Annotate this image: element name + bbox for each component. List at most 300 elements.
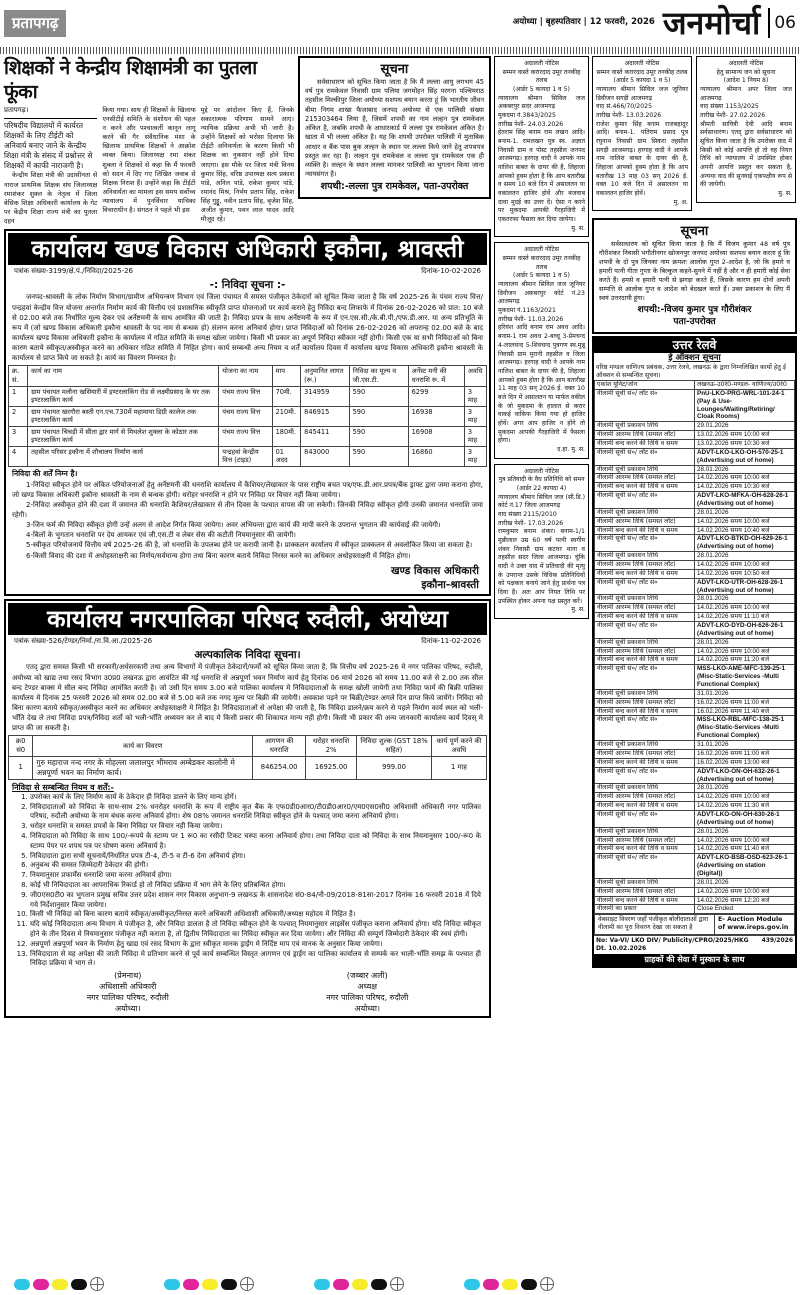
table-cell: 16938 xyxy=(408,406,464,426)
field-label: नीलामी सूची प्रकाशन तिथि xyxy=(595,422,695,431)
field-value-lot: ADVT-LKO-BTKD-OH-629-26-1 (Advertising out of home) xyxy=(695,535,795,552)
website-value[interactable]: E- Auction Module of www.ireps.gov.in xyxy=(715,915,795,934)
unit-value: लखनऊ-उ0रे0-मण्डल- वाणिज्य/उ0रे0 xyxy=(695,380,795,389)
table-cell: 1 माह xyxy=(431,757,486,780)
field-label: नीलामी सूची प्रकाशन तिथि xyxy=(595,552,695,561)
auction-row xyxy=(595,622,795,639)
table-row xyxy=(9,446,487,466)
rule-item: 7. नियमानुसार प्रफार्मेंस धनराशि जमा करना अनिवार्य होगा। xyxy=(30,871,481,881)
field-label: नीलामी बन्द करने की तिथि व समय xyxy=(595,483,695,492)
auction-row xyxy=(595,578,795,595)
field-label: नीलामी का प्रकार xyxy=(595,905,695,914)
auction-row xyxy=(595,431,795,440)
auction-row xyxy=(595,707,795,716)
auction-row xyxy=(595,448,795,465)
field-value-pub: 28.01.2026 xyxy=(695,465,795,474)
notice-subtitle: -: निविदा सूचना :- xyxy=(209,278,286,291)
table-cell: 590 xyxy=(349,446,408,466)
notice-signature: शपथी:-विजय कुमार पुत्र गौरीशंकर xyxy=(637,305,752,316)
auction-row xyxy=(595,526,795,535)
signature-line: अयोध्या। xyxy=(354,1003,381,1013)
field-value-end: 14.02.2026 समय 12:20 बजे xyxy=(695,896,795,905)
newspaper-logo: जनमोर्चा xyxy=(662,4,761,42)
auction-row xyxy=(595,767,795,784)
field-value-start: 14.02.2026 समय 10:00 बजे xyxy=(695,474,795,483)
railway-slogan: ग्राहकों की सेवा में मुस्कान के साथ xyxy=(594,954,795,966)
auction-row xyxy=(595,827,795,836)
field-label: नीलामी बन्द करने की तिथि व समय xyxy=(595,758,695,767)
table-row xyxy=(9,406,487,426)
auction-row xyxy=(595,905,795,914)
field-label: नीलामी सूची सं०/ लॉट सं० xyxy=(595,665,695,690)
field-label: नीलामी सूची सं०/ लॉट सं० xyxy=(595,854,695,879)
signature-line: अधिशासी अधिकारी xyxy=(99,981,157,991)
signature-line: नगर पालिका परिषद, रुदौली xyxy=(326,992,409,1002)
table-cell: 590 xyxy=(349,386,408,406)
auction-row xyxy=(595,878,795,887)
court-name: न्यायालय श्रीमान अपर जिला जज आजमगढ़ xyxy=(700,86,792,102)
court-notices-column xyxy=(696,56,796,216)
field-label: नीलामी सूची प्रकाशन तिथि xyxy=(595,465,695,474)
auction-row xyxy=(595,535,795,552)
table-cell: ग्राम पंचायत खरगौरा बस्ती एन.एच.730में महामाया डिग्री कालेज तक इण्टरलाकिंग कार्य xyxy=(28,406,219,426)
table-cell: गुरु महाराज नन्द नगर के मोहल्ला जलालपुर भीमराव अम्बेडकर कालोनी मे अन्नपूर्णा भवन का निर्माण कार्य। xyxy=(33,757,253,780)
railway-e-auction-notice xyxy=(592,336,797,969)
auction-row xyxy=(595,836,795,845)
notice-signature: शपथी:-लल्ला पुत्र रामकेवल, पता-उपरोक्त xyxy=(320,181,469,193)
notice-date: दिनांक-10-02-2026 xyxy=(421,266,481,275)
rule-item: 4. निविदादाता को निविदा के साथ 100/-रूपये के स्टाम्प पर 1 रू0 का रसीदी टिकट चस्पा करना अनिवार्य होगा। तथा निविदा दाता को निविदा के साथ नियमानुसार 100/-रू0 के स्टाम्प पेपर पर शपथ पत्र पर घोषण करना अनिवार्य है। xyxy=(30,832,481,852)
field-value-start: 14.02.2026 समय 10:00 बजे xyxy=(695,517,795,526)
notice-body: रामकुमार बनाम शंकर। बनाम-1/1 मुन्नीलाल उम्र 60 वर्ष पत्नी स्वर्गीय शंकर निवासी ग्राम कटघर थाना व तहसील सदर जिला आजमगढ़। चूंकि वादी ने उक्त वाद में प्रतिवादी की मृत्यु के उपरान्त उसके विधिक प्रतिनिधियों को पक्षकार बनाये जाने हेतु प्रार्थना पत्र दिया है। अतः आप नियत तिथि पर उपस्थित होकर अपना पक्ष प्रस्तुत करें। xyxy=(498,528,585,605)
auction-row xyxy=(595,389,795,421)
story-col-3: मुद्दे पर आंदोलन किए हैं, जिनके सकारात्मक परिणाम सामने आए। न्यायिक प्रक्रिया अभी भी जारी है। उन्होंने शिक्षकों को भरोसा दिलाया कि टीईटी अनिवार्यता के कारण किसी भी शिक्षक का नुकसान नहीं होने दिया जाएगा। इस मौके पर जिला मंत्री विनय कुमार सिंह, वरिष्ठ उपाध्यक्ष सत्य प्रकाश पांडे, अनिल पांडे, राकेश कुमार पांडे, रमानंद मिश्र, निर्भय प्रताप सिंह, राकेश सिंह गुड्डू, नवीन प्रताप सिंह, बृजेश सिंह, अजीत कुमार, पवन लाल यादव आदि मौजूद रहे। xyxy=(200,106,294,224)
auction-row xyxy=(595,604,795,613)
signatory-title: खण्ड विकास अधिकारी xyxy=(391,564,479,577)
notice-address: पता-उपरोक्त xyxy=(673,316,716,327)
signature-line: अध्यक्ष xyxy=(357,981,377,991)
field-label: नीलामी सूची सं०/ लॉट सं० xyxy=(595,767,695,784)
notice-signature: द.हा. मु. स. xyxy=(557,445,585,453)
table-cell: तहसील परिसर इकौना में शौचालय निर्माण कार्य xyxy=(28,446,219,466)
table-cell: 3 माह xyxy=(464,446,486,466)
works-table xyxy=(8,735,487,779)
notice-signature: मु. स. xyxy=(571,224,585,232)
column-header: माप xyxy=(272,366,301,386)
rule-item: 5. निविदादाता द्वारा सभी सूचनायें/निर्धारित प्रपत्र टी-4, टी-5 व टी-6 देना अनिवार्य होगा। xyxy=(30,852,481,862)
field-value-pub: 28.01.2026 xyxy=(695,827,795,836)
field-label: नीलामी आरम्भ तिथि (समस्त लॉट) xyxy=(595,561,695,570)
field-label: नीलामी सूची प्रकाशन तिथि xyxy=(595,784,695,793)
table-cell: 16860 xyxy=(408,446,464,466)
field-label: नीलामी आरम्भ तिथि (समस्त लॉट) xyxy=(595,647,695,656)
field-value-lot: ADVT-LKO-BSB-OSD-623-26-1 (Advertising on station (Digital)) xyxy=(695,854,795,879)
auction-row xyxy=(595,561,795,570)
table-cell: 590 xyxy=(349,426,408,446)
story-lead: परिषदीय विद्यालयों में कार्यरत शिक्षकों के लिए टीईटी को अनिवार्य बनाए जाने के केन्द्रीय शिक्षा मंत्री के संसद में प्रश्नोत्तर से शिक्षकों में काफी नाराजगी है। xyxy=(4,120,93,171)
table-cell: 3 माह xyxy=(464,426,486,446)
auction-table xyxy=(594,380,795,914)
field-value-end: 14.02.2026 समय 11:40 बजे xyxy=(695,845,795,854)
term-item: 1-निविदा स्वीकृत होने पर अंकित परियोजनाओं हेतु अर्नेष्टमनी की धनराशि कार्यालय में कैशियर/लेखाकार के पास राष्ट्रीय बचत पत्र/एफ.डी.आर.प्रपत्र/बैंक ड्राफ्ट द्वारा जमा कराना होगा, जो खण्ड विकास अधिकारी इकौना श्रावस्ती के नाम से बन्धक होगी। धरोहर धनराशि न होने पर निविदा पर विचार नहीं किया जायेगा। xyxy=(12,480,483,499)
auction-row xyxy=(595,698,795,707)
signature-line: अयोध्या। xyxy=(114,1003,141,1013)
table-cell: पंचम राज्य वित्त xyxy=(219,406,272,426)
field-label: नीलामी आरम्भ तिथि (समस्त लॉट) xyxy=(595,749,695,758)
term-item: 6-किसी विवाद की दशा में अधोहस्ताक्षरी का निर्णय/सर्वमान्य होगा तथा बिना कारण बताये निविदा निरस्त करने का अधिकार अधोहस्ताक्षरी में निहित होगा। xyxy=(26,551,411,560)
order-reference: (आर्डर 5 कायदा 1 व 5) xyxy=(613,77,671,85)
auction-row xyxy=(595,845,795,854)
field-value-lot: MSS-LKO-RBL-MFC-138-25-1 (Misc-Static-Services -Multi Functional Complex) xyxy=(695,716,795,741)
field-label: नीलामी सूची सं०/ लॉट सं० xyxy=(595,492,695,509)
notice-subheading: सम्मन वास्ते करारदाद उमूर तनकीह तलब xyxy=(502,68,581,85)
case-number: मुकदमा नं.3843/2025 xyxy=(498,112,556,120)
rule-item: 11. यदि कोई निविदादाता अन्य विभाग मे पंजीकृत है, और निविदा डालता है तो निविदा स्वीकृत होने के पश्चात् नियमानुसार लाइसेंस पंजीकृत कराना अनिवार्य होगा। यदि निविदा स्वीकृत होने के तीन दिवस मे नियमानुसार पंजीकृत नही कराता है, तो द्वितीय निविदादाता का निविदा स्वीकृत कर दिया जायेगा। और निविदा की सम्पूर्ण जिम्मेदारी ठेकेदार की स्वयं होगी। xyxy=(30,920,481,940)
masthead-right xyxy=(513,3,796,43)
field-value-start: 16.02.2026 समय 11:00 बजे xyxy=(695,698,795,707)
column-header: अर्नेस्ट मनी की धनराशि रू. में xyxy=(408,366,464,386)
field-value-pub: 28.01.2026 xyxy=(695,878,795,887)
field-label: नीलामी बन्द करने की तिथि व समय xyxy=(595,896,695,905)
notice-signature: मु. स. xyxy=(571,606,585,614)
story-text: केन्द्रीय शिक्षा मंत्री की उदासीनता से नाराज प्राथमिक शिक्षक संघ जिलाध्यक्ष रमाशंकर शुक्ल के नेतृत्व में जिला बेसिक शिक्षा अधिकारी कार्यालय के गेट पर केंद्रीय शिक्षा राज्य मंत्री का पुतला दहन xyxy=(4,171,98,225)
auction-row xyxy=(595,638,795,647)
table-cell: 210मी. xyxy=(272,406,301,426)
field-label: नीलामी आरम्भ तिथि (समस्त लॉट) xyxy=(595,431,695,440)
signature-line: (प्रेमनाथ) xyxy=(114,971,142,981)
table-cell: 3 माह xyxy=(464,386,486,406)
public-notice-box xyxy=(592,218,797,333)
table-cell: पंचम राज्य वित्त xyxy=(219,386,272,406)
field-label: नीलामी सूची सं०/ लॉट सं० xyxy=(595,535,695,552)
field-value-start: 14.02.2026 समय 10:00 बजे xyxy=(695,647,795,656)
field-label: नीलामी आरम्भ तिथि (समस्त लॉट) xyxy=(595,836,695,845)
field-label: नीलामी सूची सं०/ लॉट सं० xyxy=(595,622,695,639)
case-number: मुकदमा नं.1163/2021 xyxy=(498,307,556,315)
field-label: नीलामी सूची प्रकाशन तिथि xyxy=(595,827,695,836)
auction-row xyxy=(595,613,795,622)
rule-item: 10. किसी भी निविदा को बिना कारण बताये स्वीकृत/अस्वीकृत/निरस्त करने अधिकारी अधिशासी अधिकारी/अध्यक्ष महोदय में निहित है। xyxy=(30,910,481,920)
registration-marks xyxy=(0,1274,800,1294)
field-value-start: 14.02.2026 समय 10:00 बजे xyxy=(695,793,795,802)
term-item: 4-बिलों के भुगतान धनराशि पर देय आयकर एवं जी.एस.टी व लेबर सेस की कटौती नियमानुसार की जायेगी। xyxy=(26,531,296,540)
auction-row xyxy=(595,569,795,578)
field-value-end: 14.02.2026 समय 11:10 बजे xyxy=(695,613,795,622)
field-label: नीलामी सूची प्रकाशन तिथि xyxy=(595,595,695,604)
notice-subheading: सम्मन वास्ते करारदाद उमूर तनकीह तलब xyxy=(502,255,581,271)
auction-row xyxy=(595,793,795,802)
auction-row xyxy=(595,758,795,767)
field-label: नीलामी बन्द करने की तिथि व समय xyxy=(595,569,695,578)
notice-signature: मु. अ. xyxy=(673,198,688,206)
signature-executive-officer xyxy=(87,971,169,1014)
table-cell: 846915 xyxy=(301,406,349,426)
notice-subheading: हेतु सामान्य जन को सूचना xyxy=(716,68,776,76)
notice-body: श्रीमती सावित्री देवी आदि बनाम सर्वसाधारण। एतद् द्वारा सर्वसाधारण को सूचित किया जाता है कि उपरोक्त वाद में किसी को कोई आपत्ति हो तो वह नियत तिथि को न्यायालय में उपस्थित होकर अपनी आपत्ति प्रस्तुत कर सकता है, अन्यथा वाद की सुनवाई एकपक्षीय रूप से की जायेगी। xyxy=(700,120,792,189)
order-reference: (आर्डर 22 कायदा 4) xyxy=(516,484,567,492)
field-value-end: 14.02.2026 समय 11:30 बजे xyxy=(695,802,795,811)
notice-heading: कार्यालय नगरपालिका परिषद रुदौली, अयोध्या xyxy=(8,603,487,635)
table-cell: 4 xyxy=(9,446,28,466)
auction-row xyxy=(595,552,795,561)
field-value-end: 16.02.2026 समय 11:40 बजे xyxy=(695,707,795,716)
hearing-date: तारीख पेशी- 17.03.2026 xyxy=(498,519,564,527)
auction-row xyxy=(595,492,795,509)
dateline: अयोध्या | बृहस्पतिवार | 12 फरवरी, 2026 xyxy=(512,17,655,28)
auction-row xyxy=(595,422,795,431)
notice-date: दिनांक-11-02-2026 xyxy=(421,637,481,645)
column-header: अनुमानित लागत (रू.) xyxy=(301,366,349,386)
table-cell: पंचम राज्य वित्त xyxy=(219,426,272,446)
auction-row xyxy=(595,741,795,750)
field-value-lot: MSS-LKO-AME-MFC-139-25-1 (Misc-Static-Services -Multi Functional Complex) xyxy=(695,665,795,690)
auction-row xyxy=(595,656,795,665)
notice-title: सूचना xyxy=(380,62,409,77)
field-label: नीलामी बन्द करने की तिथि व समय xyxy=(595,802,695,811)
notice-signature: मु. स. xyxy=(778,190,792,198)
table-cell: 3 xyxy=(9,426,28,446)
notice-subheading: सम्मन वास्ते करारदाद उमूर तनकीह तलब xyxy=(596,68,688,76)
auction-row xyxy=(595,517,795,526)
table-cell: 6299 xyxy=(408,386,464,406)
field-value-start: 14.02.2026 समय 10:00 बजे xyxy=(695,836,795,845)
notice-heading: अदालती नोटिस xyxy=(728,60,764,67)
notice-heading: कार्यालय खण्ड विकास अधिकारी इकौना, श्रावस्ती xyxy=(8,233,487,265)
field-value-lot: ADVT-LKO-LKO-OH-570-25-1 (Advertising out of home) xyxy=(695,448,795,465)
railway-title: उत्तर रेलवे xyxy=(594,338,795,353)
reference-number: पत्रांक संख्या-526/टेण्डर/निर्मा./रा.वि.आ./2025-26 xyxy=(14,637,153,645)
auction-row xyxy=(595,810,795,827)
field-value-pub: 28.01.2026 xyxy=(695,552,795,561)
auction-row xyxy=(595,802,795,811)
rule-item: 8. कोई भी निविदादाता का आपराधिक रिकार्ड हो तो निविदा प्रक्रिया में भाग लेने के लिए प्रतिबन्धित होगा। xyxy=(30,881,481,891)
table-cell: 16908 xyxy=(408,426,464,446)
notice-body: एतद् द्वारा समस्त किसी भी सरकारी/अर्धसरकारी तथा अन्य विभागों में पंजीकृत ठेकेदारों/फर्मों को सूचित किया जाता है, कि वित्तीय वर्ष 2025-26 मे नगर पालिका परिषद, रुदौली, अयोध्या को खाद्य तथा रसद विभाग उ0प्र0 लखनऊ द्वारा आवंटित की गई धनराशि से अन्नपूर्णा भवन निर्माण कार्य हेतु दिनांक 06 मार्च 2026 को समय 11.00 बजे से 2.00 तक सील बन्द टेण्डर बाक्स मे सील बन्द निविदा आमंत्रित करती है। जो उसी दिन समय 3.00 बजे पालिका कार्यालय मे निविदादाताओं के समक्ष खोली जायेगी तथा निविदा फार्म की बिक्री पालिका कार्यालय मे दिनांक 25 फरवरी 2026 को समय 02.00 बजे से 5.00 बजे तक नगद मूल्य पर बिक्री की जायेगी। अवकाश पड़ने पर बिक्री/टेण्डर अगले दिन प्राप्त किये जायेंगे। निविदा को बिना कारण बताये स्वीकृत/अस्वीकृत करने का अधिकार अधोहस्ताक्षरी मे निहित है। निविदादाताओं से अपेक्षा की जाती है, कि निविदा डालने/क्रय करने से पहले निर्माण कार्य स्थल को भली-भाँति देख ले तथा निविदा प्रपत्र/निविदा शर्तो को भली-भाँति अध्ययन कर लें बाद मे किसी प्रकार की शिकायत मान्य नही होगी। किसी भी प्रकार की अन्य जानकारी कार्यालय कार्य दिवस् मे प्राप्त की जा सकती है। xyxy=(12,663,483,733)
field-value-end: 13.02.2026 समय 10:30 बजे xyxy=(695,439,795,448)
auction-row xyxy=(595,474,795,483)
table-cell: 3 माह xyxy=(464,406,486,426)
column-header: धरोहर धनराशि 2% xyxy=(306,736,357,757)
rule-item: 1. उपरोक्त कार्य के लिए निर्माण कार्य के ठेकेदार ही निविदा डालने के लिए मान्य होगें। xyxy=(30,793,481,803)
hearing-date: तारीख पेशी- 24.03.2026 xyxy=(498,120,564,128)
rule-item: 9. जी0एस0टी0 का भुगतान प्रमुख सचिव उत्तर प्रदेश शासन नगर विकास अनुभाग-9 लखनऊ के शासनादेश सं0-84/नौ-09/2018-81सा-2017 दिनांक 16 फरवरी 2018 में दिये गये निर्देशानुसार किया जायेगा। xyxy=(30,891,481,911)
court-name: न्यायालय श्रीमान सिविल जज (सी.डि.) कोर्ट नं.17 जिला आजमगढ़ xyxy=(498,493,585,510)
court-notices-row xyxy=(592,56,797,216)
unit-label: एकांश यूनिट/जोन xyxy=(595,380,695,389)
field-label: नीलामी बन्द करने की तिथि व समय xyxy=(595,656,695,665)
court-notice xyxy=(494,56,589,237)
term-item: 3-जिन फर्म की निविदा स्वीकृत होगी उन्हें अलग से आदेश निर्गत किया जायेगा। अवर अभियन्ता द्वारा कार्य की मापी करने के उपरान्त भुगतान की कार्यवाई की जायेगी। xyxy=(26,521,441,530)
court-notice xyxy=(696,56,796,203)
auction-row xyxy=(595,483,795,492)
table-cell: 846254.00 xyxy=(253,757,306,780)
field-label: नीलामी सूची सं०/ लॉट सं० xyxy=(595,578,695,595)
table-cell: 590 xyxy=(349,406,408,426)
public-notice-box xyxy=(298,56,491,199)
case-number: वाद सं.466/70/2025 xyxy=(596,103,653,111)
story-col-1 xyxy=(4,106,97,226)
court-notice xyxy=(494,242,589,458)
field-label: नीलामी बन्द करने की तिथि व समय xyxy=(595,845,695,854)
page-number: 06 xyxy=(768,8,796,38)
court-name: न्यायालय श्रीमान सिविल जज अकबरपुर सदर आजमगढ़ xyxy=(498,94,585,111)
auction-row xyxy=(595,749,795,758)
field-value-pub: 28.01.2026 xyxy=(695,595,795,604)
tender-notice-rudauli xyxy=(4,599,491,1018)
rule-item: 3. धरोहर धनराशि व समस्त प्रपत्रों के बिना निविदा पर विचार नही किया जायेगा। xyxy=(30,822,481,832)
table-row xyxy=(9,386,487,406)
auction-row xyxy=(595,665,795,690)
notice-body: हेतराम सिंह बनाम राम लखन आदि। बनाम-1. रामलखन पुत्र स्व. अज्ञात निवासी ग्राम व पोस्ट तहसील जनपद आजमगढ़। हरगाह वादी ने आपके नाम नालिश बाबत के दायर की है, लिहाजा आपको हुक्म होता है कि आप बतारीख व समय 10 बजे दिन में असालतन या वकालतन हाजिर होवें और बजवाब दावा मुदई का उत्तर दें। ऐसा न करने पर मुकदमा आपकी गैरहाजिरी में एकतरफा फैसला कर दिया जायेगा। xyxy=(498,129,585,224)
table-cell: पन्द्रहवां केन्द्रीय वित्त (टाइड) xyxy=(219,446,272,466)
court-name: न्यायालय श्रीमान सिविल जज जूनियर डिवीजन सगड़ी आजमगढ़ xyxy=(596,86,688,102)
table-cell: 1 xyxy=(9,757,33,780)
field-label: नीलामी बन्द करने की तिथि व समय xyxy=(595,613,695,622)
column-header: कार्य का नाम xyxy=(28,366,219,386)
field-value-lot: ADVT-LKO-MFKA-OH-628-26-1 (Advertising out of home) xyxy=(695,492,795,509)
field-value-pub: 28.01.2026 xyxy=(695,508,795,517)
signature-line: नगर पालिका परिषद, रुदौली xyxy=(86,992,169,1002)
court-name: न्यायालय श्रीमान सिविल जज जूनियर डिवीजन अकबरपुर कोर्ट नं.23 आजमगढ़ xyxy=(498,281,585,306)
news-story xyxy=(4,56,294,226)
railway-subtitle: ई ऑक्शन सूचना xyxy=(668,352,721,363)
table-cell: 1 xyxy=(9,386,28,406)
field-label: नीलामी सूची सं०/ लॉट सं० xyxy=(595,716,695,741)
field-label: नीलामी सूची प्रकाशन तिथि xyxy=(595,741,695,750)
hearing-date: तारीख पेशी- 11.03.2026 xyxy=(498,315,564,323)
field-value-end: 14.02.2026 समय 11:20 बजे xyxy=(695,656,795,665)
table-cell: 180मी. xyxy=(272,426,301,446)
table-cell: 999.00 xyxy=(357,757,432,780)
rules-heading: निविदा से सम्बन्धित नियम व शर्तें:- xyxy=(12,782,114,792)
signatory-office: इकौना-श्रावस्ती xyxy=(421,578,479,591)
column-header: अवधि xyxy=(464,366,486,386)
auction-row xyxy=(595,465,795,474)
rule-item: 6. अनुबन्ध की समस्त जिम्मेदारी ठेकेदार की होगी। xyxy=(30,861,481,871)
notice-heading: अदालती नोटिस xyxy=(524,246,559,254)
field-value-start: 14.02.2026 समय 10:00 बजे xyxy=(695,604,795,613)
field-label: नीलामी सूची प्रकाशन तिथि xyxy=(595,878,695,887)
field-value-pub: 29.01.2026 xyxy=(695,422,795,431)
terms-heading: निविदा की शर्तें निम्न है। xyxy=(12,469,78,479)
notice-heading: अदालती नोटिस xyxy=(524,60,559,67)
table-cell: 70मी. xyxy=(272,386,301,406)
field-value-lot: ADVT-LKO-ON-OH-632-26-1 (Advertising out of home) xyxy=(695,767,795,784)
field-label: नीलामी आरम्भ तिथि (समस्त लॉट) xyxy=(595,793,695,802)
table-row xyxy=(9,757,487,780)
column-header: कार्य का विवरण xyxy=(33,736,253,757)
term-item: 2-निविदा अस्वीकृत होने की दशा में जमानत की धनराशि कैशियर/लेखाकार से तीन दिवस के पश्चात वापस की जा सकेगी। जिनकी निविदा स्वीकृत होगी उनकी जमानत धनराशि जमा रहेगी। xyxy=(12,500,483,519)
table-cell: ग्राम पंचायत चिचड़ी में सीता द्वार मार्ग से मिथलेश शुक्ला के कोठार तक इण्टरलाकिंग कार्य xyxy=(28,426,219,446)
table-cell: 843000 xyxy=(301,446,349,466)
table-row xyxy=(9,426,487,446)
auction-row xyxy=(595,784,795,793)
divider xyxy=(0,47,800,54)
column-header: क्र. सं. xyxy=(9,366,28,386)
notice-heading: अदालती नोटिस xyxy=(524,467,559,475)
field-label: नीलामी सूची प्रकाशन तिथि xyxy=(595,638,695,647)
field-label: नीलामी आरम्भ तिथि (समस्त लॉट) xyxy=(595,604,695,613)
tender-notice-ikauna xyxy=(4,229,491,596)
table-cell: ग्राम पंचायत मलौना खसियारी में इण्टरलाकिंग रोड से लक्ष्मीप्रसाद के घर तक इण्टरलाकिंग कार्य xyxy=(28,386,219,406)
website-label: वेबसाइट विवरण जहाँ पंजीकृत बोलीदाताओं द्वारा नीलामी का पूरा विवरण देखा जा सकता है xyxy=(595,915,715,934)
column-header: कार्य पूर्ण करने की अवधि xyxy=(431,736,486,757)
notice-body: सर्वसाधारण को सूचित किया जाता है कि मैं लल्ला आयु लगभग 45 वर्ष पुत्र रामकेवल निवासी ग्राम पलिया जगमोहन सिंह परगना पश्चिमराठ तहसील मिल्कीपुर जिला अयोध्या सशपथ बयान करता हूं कि भारतीय जीवन बीमा निगम शाखा फैजाबाद जनपद अयोध्या से एक पालिसी संख्या 215303464 लिया है, जिसमें शपथी का नाम लल्हन पुत्र रामकेवल अंकित है, जबकि शपथी के आधारकार्ड में लल्ला पुत्र रामकेवल अंकित है। खाता में भी लल्ला अंकित है। यह कि शपथी उपरोक्त पालिसी में मुताबिक आधार व बैंक पास बुक लल्हन के स्थान पर लल्ला किये जाने हेतु शपथपत्र प्रस्तुत कर रहा है। लल्हन पुत्र रामकेवल व लल्ला पुत्र रामकेवल एक ही व्यक्ति है। लल्हन के स्थान लल्ला मानकर पालिसी का भुगतान किया जाना न्यायसंगत है। xyxy=(305,78,484,179)
field-value-lot: ADVT-LKO-DYD-OH-626-26-1 (Advertising out of home) xyxy=(695,622,795,639)
notice-title: सूचना xyxy=(680,224,709,240)
notice-heading: अदालती नोटिस xyxy=(624,60,660,67)
field-value-start: 14.02.2026 समय 10:00 बजे xyxy=(695,887,795,896)
field-value-pub: 31.01.2026 xyxy=(695,689,795,698)
story-headline: शिक्षकों ने केन्द्रीय शिक्षामंत्री का पुतला फूंका xyxy=(4,57,257,103)
table-cell: 16925.00 xyxy=(306,757,357,780)
field-value-end: 14.02.2026 समय 10:50 बजे xyxy=(695,569,795,578)
story-dateline: प्रतापगढ़। xyxy=(4,106,97,119)
court-notices-column xyxy=(592,56,692,216)
hearing-date: तारीख पेशी- 13.03.2026 xyxy=(596,112,662,120)
field-label: नीलामी आरम्भ तिथि (समस्त लॉट) xyxy=(595,887,695,896)
field-value-end: 14.02.2026 समय 10:30 बजे xyxy=(695,483,795,492)
field-label: नीलामी बन्द करने की तिथि व समय xyxy=(595,707,695,716)
railway-intro: वरिष्ठ मण्डल वाणिज्य प्रबंधक, उत्तर रेलवे, लखनऊ के द्वारा निम्नलिखित कार्यो हेतु ई ऑक्शन से सम्बन्धित सूचना। xyxy=(596,363,786,379)
auction-row xyxy=(595,896,795,905)
order-reference: (आदेश 1 नियम 8) xyxy=(723,77,769,85)
field-label: नीलामी बन्द करने की तिथि व समय xyxy=(595,526,695,535)
publicity-number: 439/2026 xyxy=(761,936,793,944)
story-columns xyxy=(4,106,294,226)
section-label: प्रतापगढ़ xyxy=(4,10,66,37)
table-cell: 01 अदद xyxy=(272,446,301,466)
reference-number: पत्रांक संख्या-3199/क्षे.पं./निविदा/2025-26 xyxy=(14,266,133,275)
field-label: नीलामी आरम्भ तिथि (समस्त लॉट) xyxy=(595,474,695,483)
notice-body: सर्वसाधारण को सूचित किया जाता है कि मैं विजय कुमार 48 वर्ष पुत्र गौरीशंकर निवासी भगौतीनगर खोजनपुर जनपद अयोध्या सशपथ बयान करता हूं कि शपथी के दो पुत्र जिनका नाम क्रमशः आलोक गुप्त 2-आदेश है, जो कि हमारे व हमारी पत्नी गीता गुप्ता के बिल्कुल कहने-सुनने में नहीं है और न ही हमारी कोई सेवा करते हैं। हमसे व हमारी पत्नी से झगड़ा करते हैं, जिसके कारण हम दोनों अपनी सम्पत्ति से आलोक गुप्त व आदेश को बेदखल करते हैं। उक्त प्रकाशन के लिए मैं स्वयं उत्तरदायी हूंगा। xyxy=(599,240,790,303)
rule-item: 12. अन्नपूर्णा अन्नपूर्णा भवन के निर्माण हेतु खाद्य एवं रसद विभाग के द्वारा स्वीकृत मानक ड्राईंग मे निर्दिष्ट माप एवं मानक के अनुसार किया जायेगा। xyxy=(30,940,481,950)
notice-body: राजेश कुमार सिंह बनाम राजबहादुर आदि। बनाम-1. पतिराम प्रसाद पुत्र रघुनाथ निवासी ग्राम सिकरा तहसील सगड़ी आजमगढ़। हरगाह वादी ने आपके नाम नालिश बाबत के दायर की है, लिहाजा आपको हुक्म होता है कि आप बतारीख 13 माह 03 सन् 2026 ई. वक्त 10 बजे दिन में असालतन या वकालतन हाजिर होवें। xyxy=(596,120,688,198)
field-value-end: 14.02.2026 समय 10:40 बजे xyxy=(695,526,795,535)
notice-body: जनपद-श्रावस्ती के लोक निर्माण विभाग/ग्रामीण अभियन्त्रण विभाग एवं जिला पंचायत में समस्त पंजीकृत ठेकेदारों को सूचित किया जाता है कि वर्ष 2025-26 के पंचम राज्य वित्त/पन्द्रहवां केन्द्रीय वित्त योजना अन्तर्गत निर्माण कार्य की वित्तीय एवं प्रशासनिक स्वीकृति प्राप्त योजनाओं पर कार्य कराने हेतु निविदा बन्द लिफाफे में दिनांक 26-02-2026 को प्रात: 10 बजे से 02.00 बजे तक निर्धारित मूल्य देकर एवं अर्नेष्टमनी के साथ आमंत्रित की जाती है। निविदा प्रपत्र के साथ अर्नेष्टमनी के रूप में एन.एस.सी./के.बी.पी./एफ.डी.आर. या अन्य प्रतिभूति के रूप में (जो खण्ड विकास अधिकारी इकौना श्रावस्ती के पद नाम से बन्धक हो) संलग्न करना अनिवार्य होगा। प्राप्त निविदाओं को दिनांक 26-02-2026 को अपरान्ह 02.00 बजे के बाद कार्यालय खण्ड विकास अधिकारी इकौना के कार्यालय में गठित समिति के समक्ष खोला जायेगा। किसी भी प्रकार का अपूर्ण निविदा स्वीकार नहीं होगी। किसी एक या सभी निविदाओं को बिना कारण बताये स्वीकृत/अस्वीकृत करने का अधिकार गठित समिति में निहित होगा। कार्य सम्बन्धी अन्य नियम व शर्तें कार्यालय दिवस में कार्यालय खण्ड विकास अधिकारी इकौना श्रावस्ती के कार्यालय से प्राप्त किये जा सकते है। कार्य का विवरण निम्नवत है। xyxy=(12,293,483,363)
auction-row xyxy=(595,887,795,896)
publicity-ref: No: Va-VI/ LKO DIV/ Publicity/CPRO/2025/HKG Dt. 10.02.2026 xyxy=(596,936,749,952)
field-label: नीलामी आरम्भ तिथि (समस्त लॉट) xyxy=(595,517,695,526)
table-cell: 2 xyxy=(9,406,28,426)
field-label: नीलामी बन्द करने की तिथि व समय xyxy=(595,439,695,448)
column-header: निविदा का मूल्य व जी.एस.टी. xyxy=(349,366,408,386)
field-label: नीलामी सूची सं०/ लॉट सं० xyxy=(595,810,695,827)
left-area xyxy=(4,56,491,1018)
column-header: निविदा शुल्क (GST 18% सहित) xyxy=(357,736,432,757)
field-label: नीलामी सूची सं०/ लॉट सं० xyxy=(595,448,695,465)
top-block xyxy=(4,56,491,226)
works-table xyxy=(8,365,487,467)
right-area xyxy=(592,56,797,968)
field-label: नीलामी सूची सं०/ लॉट सं० xyxy=(595,389,695,421)
column-header: आगणन की धनराशि xyxy=(253,736,306,757)
signature-line: (जब्बार अली) xyxy=(346,971,388,981)
auction-row xyxy=(595,647,795,656)
field-value-lot: ADVT-LKO-ON-OH-630-26-1 (Advertising out of home) xyxy=(695,810,795,827)
field-label: नीलामी सूची प्रकाशन तिथि xyxy=(595,508,695,517)
auction-row xyxy=(595,854,795,879)
field-value-pub: 28.01.2026 xyxy=(695,784,795,793)
field-value-end: 16.02.2026 समय 13:00 बजे xyxy=(695,758,795,767)
order-reference: (आर्डर 5 कायदा 1 व 5) xyxy=(513,272,570,280)
auction-row xyxy=(595,508,795,517)
field-label: नीलामी आरम्भ तिथि (समस्त लॉट) xyxy=(595,698,695,707)
rule-item: 2. निविदादाताओं को निविदा के साथ-साथ 2% धनरोहर धनराशि के रूप में राष्ट्रीय कृत बैंक के एफ0डी0आर0/टी0डी0आर0/एम0एस0सी0 अधिशासी अधिकारी नगर पालिका परिषद, रुदौली अयोध्या के नाम बंधक करना अनिवार्य होगा। शेष 08% जमानत धनराशि निविदा स्वीकृत होने के पश्चात् जमा करना अनिवार्य होगा। xyxy=(30,803,481,823)
rule-item: 13. निविदादाता से यह अपेक्षा की जाती निविदा मे प्रतिभाग करने से पूर्व कार्य सम्बन्धित विस्तृत आगणन एवं ड्राईंग का पालिका कार्यालय से सम्पर्क कर भाली-भाँति समझ के पश्चात ही निविदा प्रक्रिया मे भाग ले। xyxy=(30,950,481,970)
notice-body: हरिवंश आदि बनाम राम अवध आदि। बनाम-1 राम अवध 2-बच्चू 3-प्रेमचन्द 4-लालचन्द 5-शिवचन्द पुत्रगण स्व.मुन्नू निवासी ग्राम मुरानी तहसील व जिला आजमगढ़। हरगाह वादी ने आपके नाम नालिश बाबत के दायर की है, लिहाजा आपको हुक्म होता है कि आप बतारीख 11 माह 03 सन् 2026 ई. वक्त 10 बजे दिन में असालतन या मार्फत वकील के जो मुकदमा के हालात से करार वाकई वाकिफ किया गया हो हाजिर होवें। अगर आप हाजिर न होंगे तो मुकदमा आपकी गैरहाजिरी में फैसला होगा। xyxy=(498,324,585,445)
field-value-start: 13.02.2026 समय 10:00 बजे xyxy=(695,431,795,440)
